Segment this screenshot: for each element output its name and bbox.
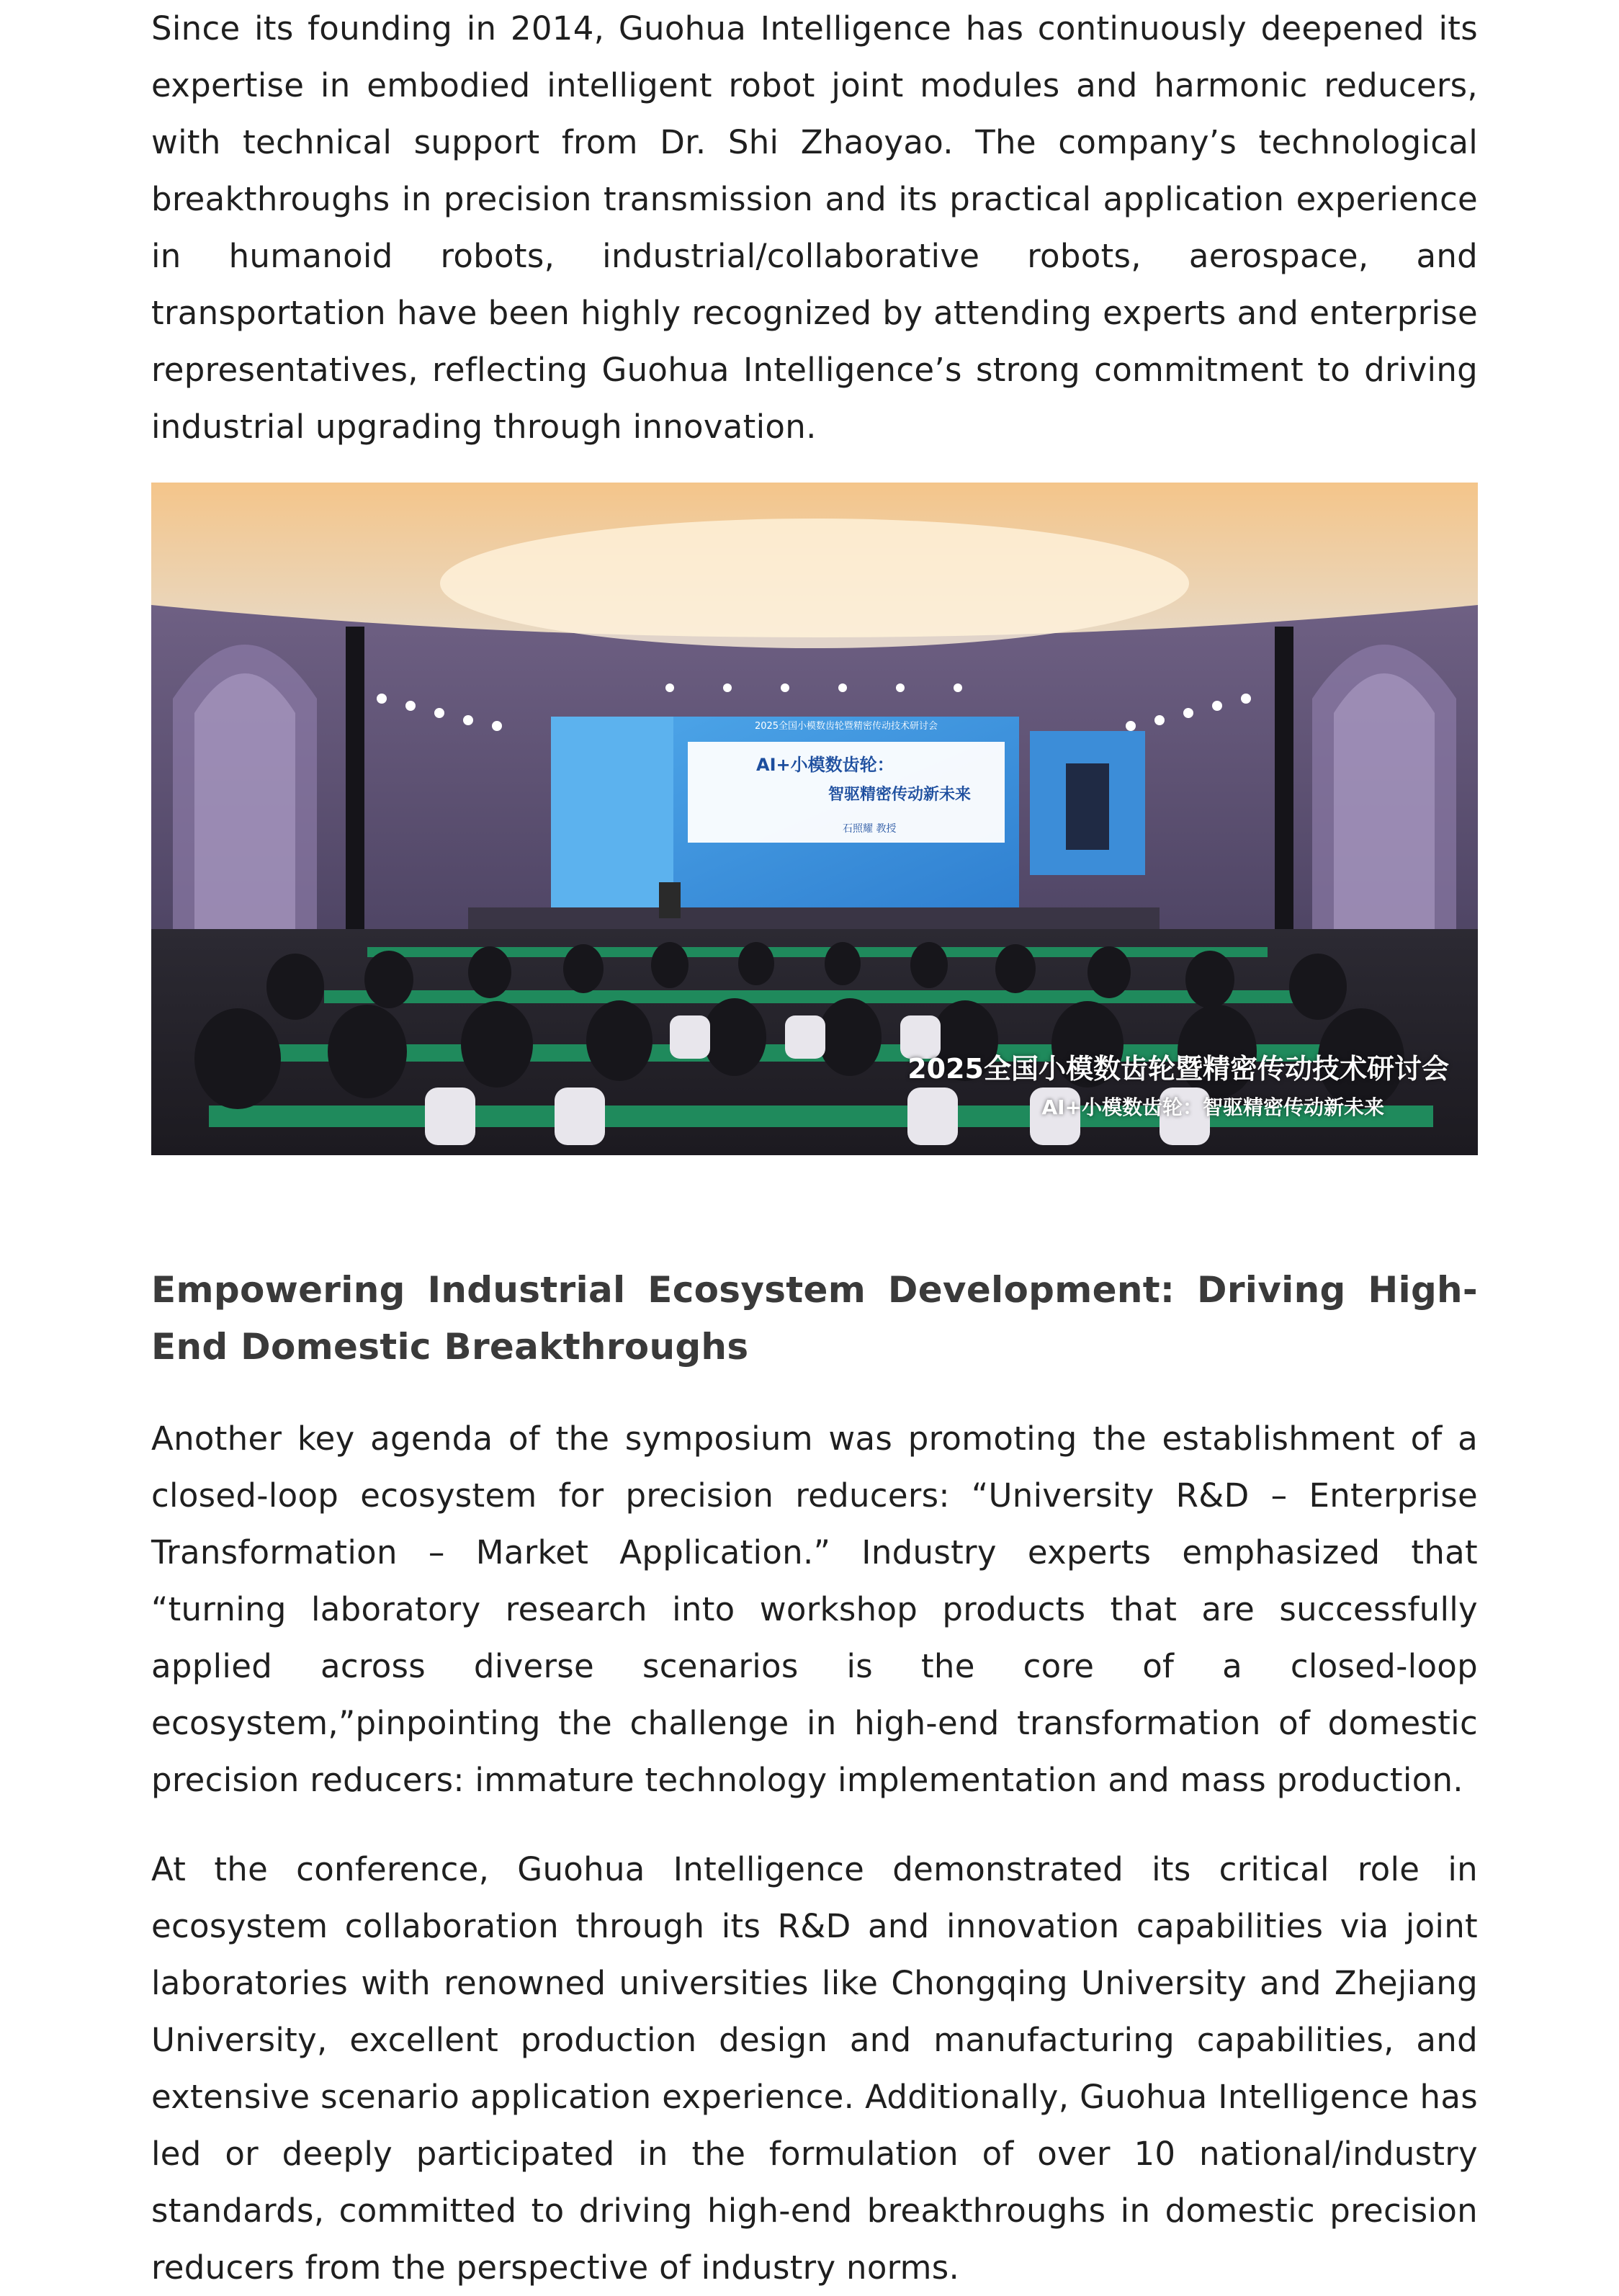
conference-photo xyxy=(151,483,1478,1155)
paragraph-founding: Since its founding in 2014, Guohua Intelligence has continuously deepened its expertise in embodied intelligent robot joint modules and harmonic reducers, with technical support from Dr. Shi Zhaoyao. The company’s technological breakthroughs in precision transmission and its practical application experience in humanoid robots, industrial/collaborative robots, aerospace, and transportation have been highly recognized by attending experts and enterprise representatives, reflecting Guohua Intelligence’s strong commitment to driving industrial upgrading through innovation. xyxy=(151,9,1478,446)
paragraph-conference: At the conference, Guohua Intelligence demonstrated its critical role in ecosystem collaboration through its R&D and innovation capabilities via joint laboratories with renowned universities like Chongqing University and Zhejiang University, excellent production design and manufacturing capabilities, and extensive scenario application experience. Additionally, Guohua Intelligence has led or deeply participated in the formulation of over 10 national/industry standards, committed to driving high-end breakthroughs in domestic precision reducers from the perspective of industry norms. xyxy=(151,1850,1478,2287)
paragraph-ecosystem: Another key agenda of the symposium was promoting the establishment of a closed-loop ecosystem for precision reducers: “University R&D – Enterprise Transformation – Market Application.” Industry experts emphasized that “turning laboratory research into workshop products that are successfully applied across diverse scenarios is the core of a closed-loop ecosystem,”pinpointing the challenge in high-end transformation of domestic precision reducers: immature technology implementation and mass production. xyxy=(151,1420,1478,1799)
section-heading: Empowering Industrial Ecosystem Development: Driving High-End Domestic Breakthroughs xyxy=(151,1269,1478,1368)
stage-screen-banner: 2025全国小模数齿轮暨精密传动技术研讨会 xyxy=(754,721,938,732)
photo-caption-title: 2025全国小模数齿轮暨精密传动技术研讨会 xyxy=(907,1053,1449,1085)
stage-screen-title: AI+小模数齿轮： xyxy=(756,755,894,775)
photo-caption-subtitle: AI+小模数齿轮：智驱精密传动新未来 xyxy=(1041,1095,1384,1119)
stage-screen-speaker: 石照耀 教授 xyxy=(843,823,897,835)
stage-screen-subtitle: 智驱精密传动新未来 xyxy=(828,786,972,804)
